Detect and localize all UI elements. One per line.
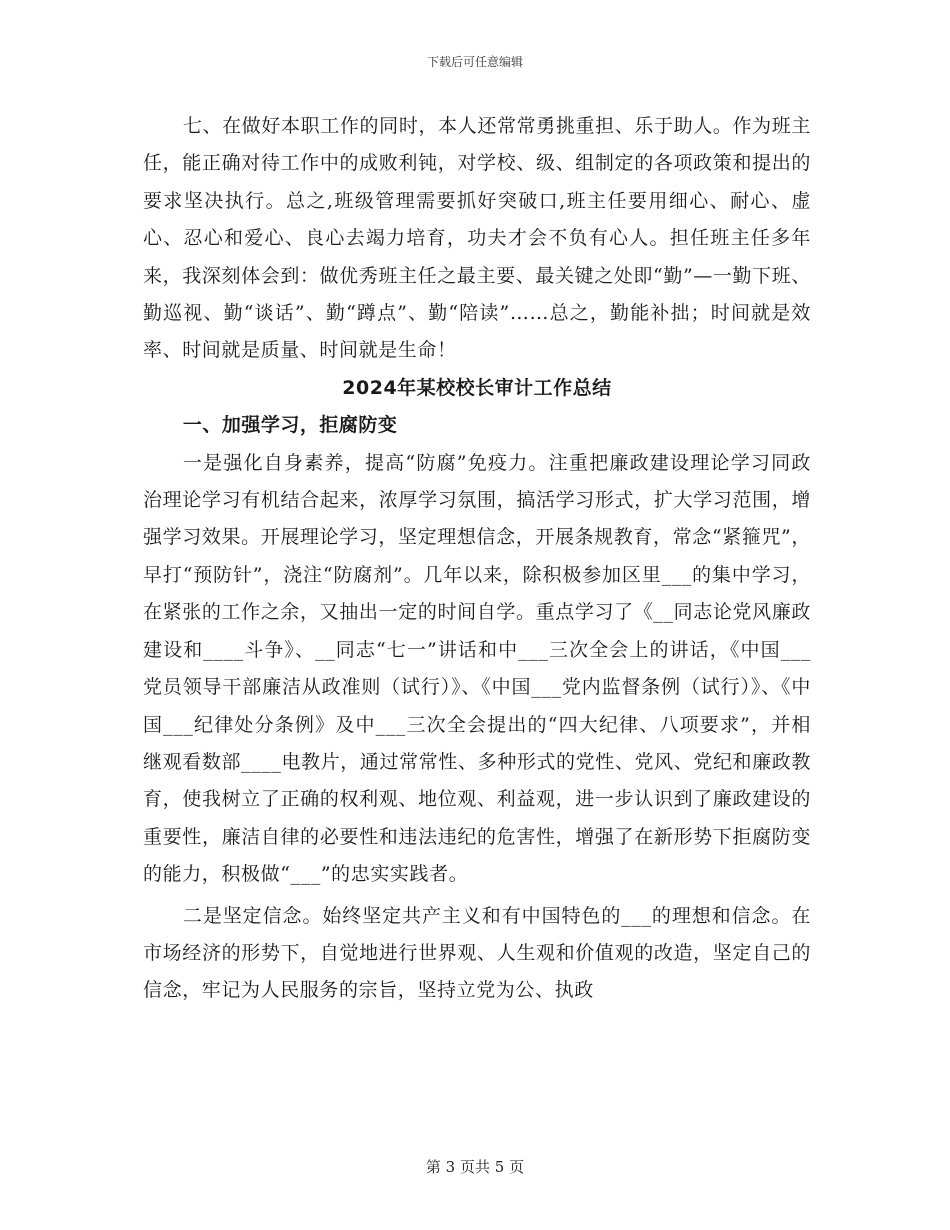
- paragraph-seven: 七、在做好本职工作的同时，本人还常常勇挑重担、乐于助人。作为班主任，能正确对待工作中的成败利钝，对学校、级、组制定的各项政策和提出的要求坚决执行。总之,班级管理需要抓好突破口,班主任要用细心、耐心、虚心、忍心和爱心、良心去竭力培育，功夫才会不负有心人。担任班主任多年来，我深刻体会到：做优秀班主任之最主要、最关键之处即“勤”—一勤下班、勤巡视、勤“谈话”、勤“蹲点”、勤“陪读”……总之，勤能补拙；时间就是效率、时间就是质量、时间就是生命！: [143, 115, 811, 362]
- page-header-note: 下载后可任意编辑: [426, 55, 523, 69]
- section-heading-one: 一、加强学习，拒腐防变: [182, 414, 398, 437]
- paragraph-first-point: 一是强化自身素养，提高“防腐”免疫力。注重把廉政建设理论学习同政治理论学习有机结合起来，浓厚学习氛围，搞活学习形式，扩大学习范围，增强学习效果。开展理论学习，坚定理想信念，开展条规教育，常念“紧箍咒”，早打“预防针”，浇注“防腐剂”。几年以来，除积极参加区里___的集中学习，在紧张的工作之余，又抽出一定的时间自学。重点学习了《__同志论党风廉政建设和____斗争》、__同志“七一”讲话和中___三次全会上的讲话，《中国___党员领导干部廉洁从政准则（试行）》、《中国___党内监督条例（试行）》、《中国___纪律处分条例》及中___三次全会提出的“四大纪律、八项要求”，并相继观看数部____电教片，通过常常性、多种形式的党性、党风、党纪和廉政教育，使我树立了正确的权利观、地位观、利益观，进一步认识到了廉政建设的重要性，廉洁自律的必要性和违法违纪的危害性，增强了在新形势下拒腐防变的能力，积极做“___”的忠实实践者。: [143, 451, 811, 886]
- document-title: 2024年某校校长审计工作总结: [342, 376, 612, 399]
- paragraph-second-point: 二是坚定信念。始终坚定共产主义和有中国特色的___的理想和信念。在市场经济的形势下，自觉地进行世界观、人生观和价值观的改造，坚定自己的信念，牢记为人民服务的宗旨，坚持立党为公、执政: [143, 904, 811, 1002]
- document-body: [143, 108, 811, 1010]
- page-footer: 第 3 页共 5 页: [425, 1158, 525, 1176]
